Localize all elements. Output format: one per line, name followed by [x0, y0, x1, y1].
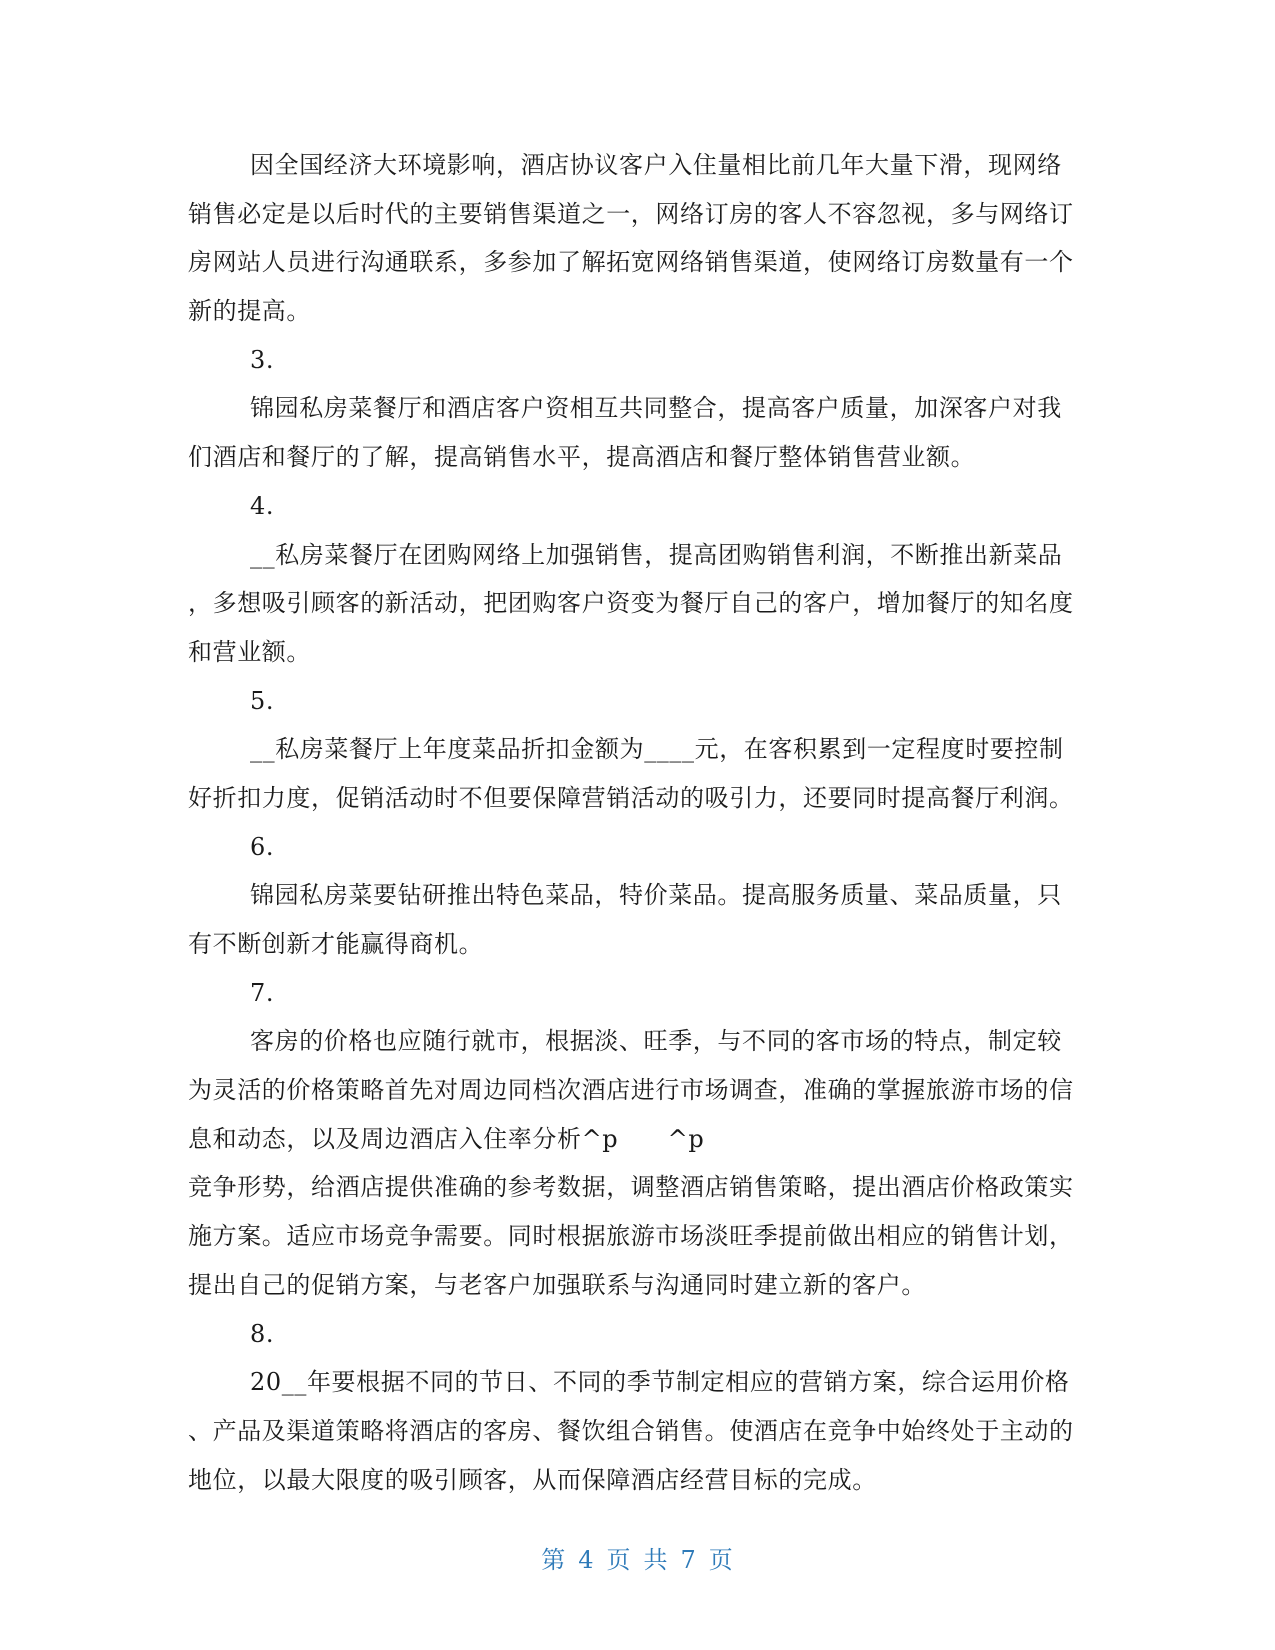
text-line: ，多想吸引顾客的新活动，把团购客户资变为餐厅自己的客户，增加餐厅的知名度 [188, 589, 1074, 618]
page-footer [0, 1540, 1275, 1575]
footer-total-label: 共 [643, 1546, 669, 1574]
footer-prefix: 第 [541, 1546, 567, 1574]
text-line: 4. [250, 491, 275, 520]
text-line: 3. [250, 345, 275, 374]
text-line: 竞争形势，给酒店提供准确的参考数据，调整酒店销售策略，提出酒店价格政策实 [188, 1173, 1074, 1202]
text-line: 地位，以最大限度的吸引顾客，从而保障酒店经营目标的完成。 [188, 1465, 877, 1494]
text-line: 销售必定是以后时代的主要销售渠道之一，网络订房的客人不容忽视，多与网络订 [188, 199, 1074, 228]
text-line: 因全国经济大环境影响，酒店协议客户入住量相比前几年大量下滑，现网络 [250, 151, 1062, 179]
text-line: 和营业额。 [188, 637, 311, 666]
text-line: 、产品及渠道策略将酒店的客房、餐饮组合销售。使酒店在竞争中始终处于主动的 [188, 1416, 1074, 1445]
text-line: __私房菜餐厅在团购网络上加强销售，提高团购销售利润，不断推出新菜品 [250, 540, 1063, 569]
text-line: 锦园私房菜餐厅和酒店客户资相互共同整合，提高客户质量，加深客户对我 [250, 394, 1062, 423]
text-line: 为灵活的价格策略首先对周边同档次酒店进行市场调查，准确的掌握旅游市场的信 [188, 1076, 1074, 1105]
text-line: 客房的价格也应随行就市，根据淡、旺季，与不同的客市场的特点，制定较 [250, 1027, 1062, 1056]
footer-page-label: 页 [606, 1546, 632, 1574]
text-line: 好折扣力度，促销活动时不但要保障营销活动的吸引力，还要同时提高餐厅利润。 [188, 783, 1074, 812]
text-line: 有不断创新才能赢得商机。 [188, 930, 484, 958]
text-line: 们酒店和餐厅的了解，提高销售水平，提高酒店和餐厅整体销售营业额。 [188, 443, 976, 472]
text-line: 息和动态，以及周边酒店入住率分析^p ^p [188, 1124, 705, 1153]
text-line: 7. [250, 978, 275, 1007]
text-line: __私房菜餐厅上年度菜品折扣金额为____元，在客积累到一定程度时要控制 [250, 735, 1064, 764]
footer-total-pages: 7 [680, 1546, 697, 1574]
footer-current-page: 4 [578, 1546, 595, 1574]
text-line: 施方案。适应市场竞争需要。同时根据旅游市场淡旺季提前做出相应的销售计划， [188, 1222, 1074, 1251]
text-line: 新的提高。 [188, 297, 311, 326]
text-line: 房网站人员进行沟通联系，多参加了解拓宽网络销售渠道，使网络订房数量有一个 [188, 248, 1074, 277]
text-line: 锦园私房菜要钻研推出特色菜品，特价菜品。提高服务质量、菜品质量，只 [250, 881, 1062, 910]
text-line: 5. [250, 686, 275, 715]
text-line: 8. [250, 1319, 275, 1348]
footer-suffix: 页 [708, 1546, 734, 1574]
text-line: 6. [250, 832, 275, 861]
text-line: 20__年要根据不同的节日、不同的季节制定相应的营销方案，综合运用价格 [250, 1368, 1070, 1397]
document-body [188, 141, 1088, 1504]
text-line: 提出自己的促销方案，与老客户加强联系与沟通同时建立新的客户。 [188, 1270, 926, 1299]
